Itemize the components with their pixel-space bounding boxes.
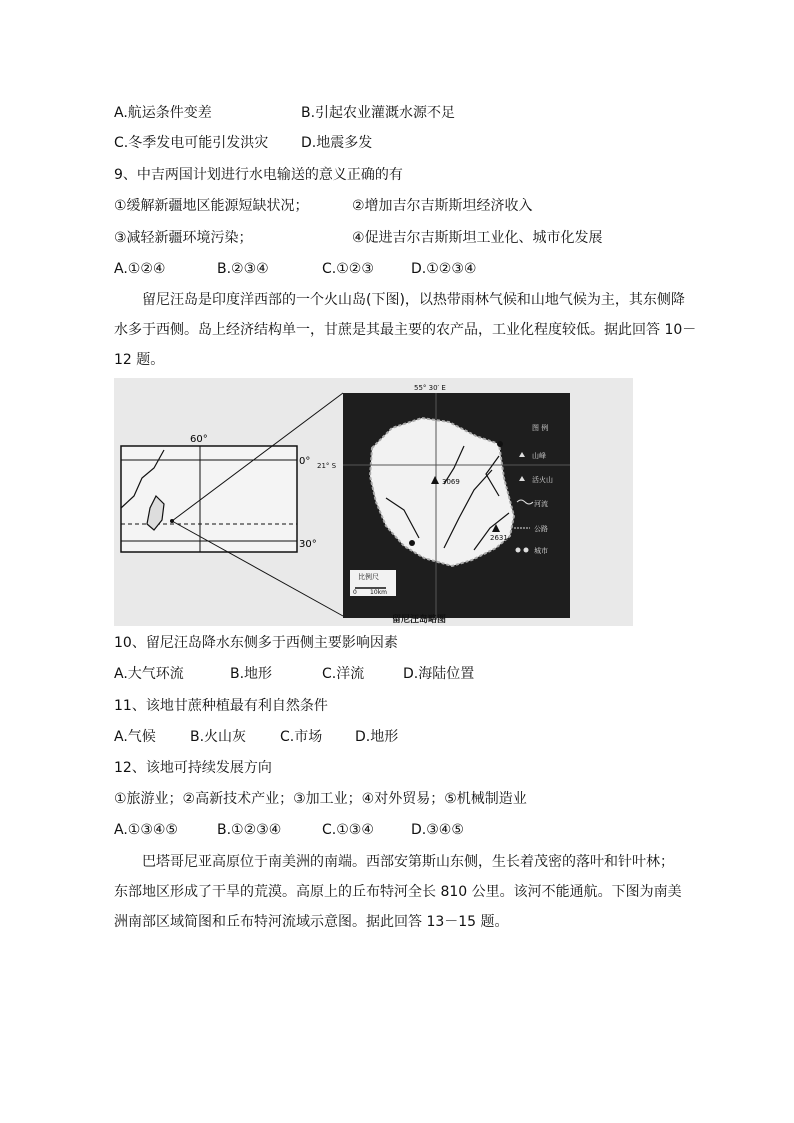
q11-option-a: A.气候 [114, 729, 156, 745]
q12-items: ①旅游业；②高新技术产业；③加工业；④对外贸易；⑤机械制造业 [114, 791, 527, 807]
q8-option-c: C.冬季发电可能引发洪灾 [114, 135, 269, 151]
q9-option-d: D.①②③④ [411, 261, 477, 277]
q9-option-a: A.①②④ [114, 261, 166, 277]
q12-option-b: B.①②③④ [217, 822, 282, 838]
figure-caption: 留尼汪岛略图 [392, 615, 447, 625]
q9-item-4: ④促进吉尔吉斯斯坦工业化、城市化发展 [352, 230, 603, 246]
q9-item-2: ②增加吉尔吉斯斯坦经济收入 [352, 198, 533, 214]
intro2-line-3: 洲南部区域简图和丘布特河流域示意图。据此回答 13－15 题。 [114, 914, 509, 930]
legend-peak: 山峰 [532, 452, 546, 460]
legend-city: 城市 [534, 547, 548, 555]
q12-option-a: A.①③④⑤ [114, 822, 178, 838]
map-lat-label: 21° S [317, 462, 337, 470]
q11-option-d: D.地形 [355, 729, 399, 745]
q8-option-d: D.地震多发 [301, 135, 373, 151]
q12-stem: 12、该地可持续发展方向 [114, 760, 272, 776]
q10-option-c: C.洋流 [322, 666, 365, 682]
reunion-map-figure [114, 378, 633, 626]
scale-length: 10km [370, 589, 387, 596]
peak1-label: 3069 [442, 478, 460, 486]
q10-option-a: A.大气环流 [114, 666, 184, 682]
intro1-line-1: 留尼汪岛是印度洋西部的一个火山岛(下图)，以热带雨林气候和山地气候为主，其东侧降 [142, 292, 685, 308]
q9-item-1: ①缓解新疆地区能源短缺状况； [114, 198, 309, 214]
intro1-line-2: 水多于西侧。岛上经济结构单一，甘蔗是其最主要的农产品，工业化程度较低。据此回答 10－ [114, 322, 697, 338]
inset-lat30-label: 30° [299, 539, 317, 550]
q10-option-d: D.海陆位置 [403, 666, 475, 682]
q10-option-b: B.地形 [230, 666, 273, 682]
inset-map [121, 434, 317, 552]
legend-road: 公路 [534, 525, 548, 533]
island-detail-map [317, 384, 570, 618]
q9-item-3: ③减轻新疆环境污染； [114, 230, 253, 246]
q11-option-b: B.火山灰 [190, 729, 247, 745]
inset-lon-label: 60° [190, 434, 208, 445]
q11-option-c: C.市场 [280, 729, 323, 745]
intro1-line-3: 12 题。 [114, 352, 165, 368]
map-lon-label: 55° 30′ E [414, 384, 446, 392]
legend-river: 河流 [534, 500, 548, 508]
q9-stem: 9、中吉两国计划进行水电输送的意义正确的有 [114, 167, 403, 183]
scale-zero: 0 [353, 589, 357, 596]
q12-option-c: C.①③④ [322, 822, 374, 838]
legend-title: 图 例 [532, 424, 549, 432]
q8-option-a: A.航运条件变差 [114, 105, 212, 121]
q9-option-c: C.①②③ [322, 261, 374, 277]
q10-stem: 10、留尼汪岛降水东侧多于西侧主要影响因素 [114, 635, 398, 651]
q8-option-b: B.引起农业灌溉水源不足 [301, 105, 456, 121]
q11-stem: 11、该地甘蔗种植最有利自然条件 [114, 698, 328, 714]
q12-option-d: D.③④⑤ [411, 822, 464, 838]
q9-option-b: B.②③④ [217, 261, 269, 277]
peak2-label: 2631 [490, 534, 508, 542]
legend-volcano: 活火山 [532, 476, 553, 484]
inset-equator-label: 0° [299, 456, 311, 467]
scale-title: 比例尺 [358, 573, 379, 581]
intro2-line-2: 东部地区形成了干旱的荒漠。高原上的丘布特河全长 810 公里。该河不能通航。下图为南美 [114, 884, 682, 900]
intro2-line-1: 巴塔哥尼亚高原位于南美洲的南端。西部安第斯山东侧，生长着茂密的落叶和针叶林； [142, 854, 674, 870]
